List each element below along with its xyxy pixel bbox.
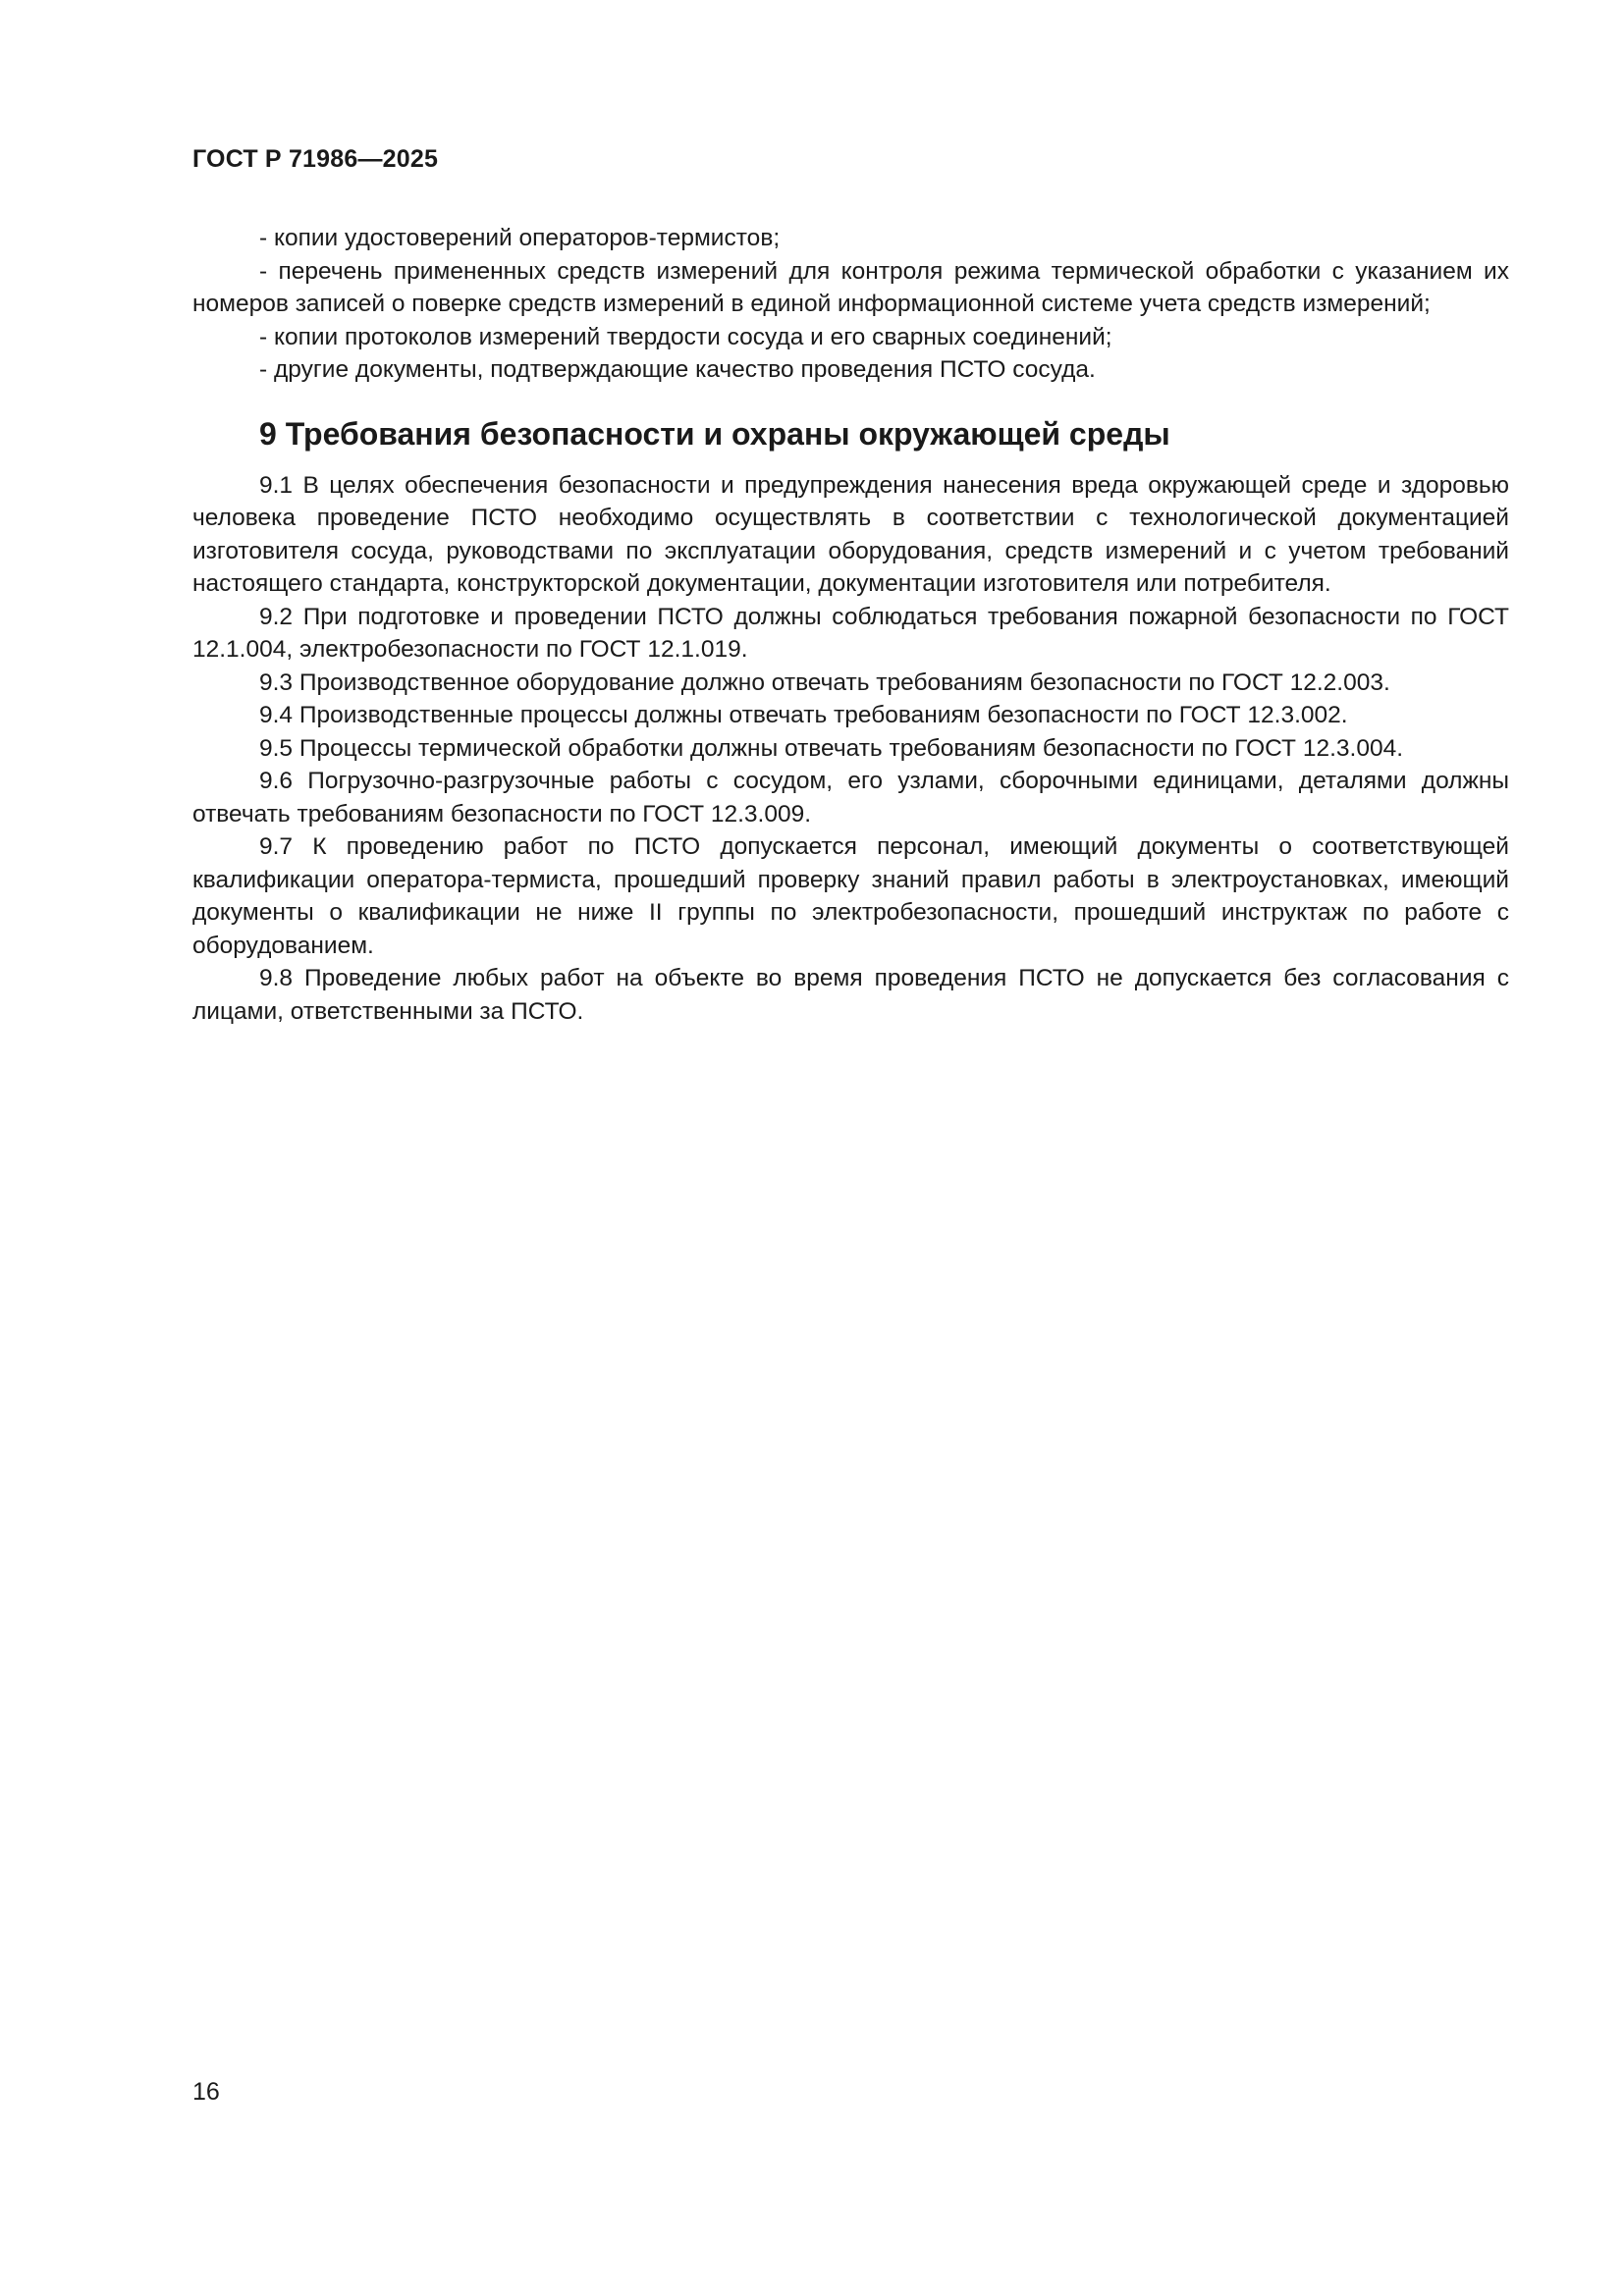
paragraph-9-2: 9.2 При подготовке и проведении ПСТО должны соблюдаться требования пожарной безопасности по ГОСТ 12.1.004, электробезопасности по ГОСТ 12.1.019. xyxy=(192,603,1509,663)
list-item: - другие документы, подтверждающие качество проведения ПСТО сосуда. xyxy=(259,356,1096,383)
paragraph-9-8: 9.8 Проведение любых работ на объекте во время проведения ПСТО не допускается без согласования с лицами, ответственными за ПСТО. xyxy=(192,965,1509,1025)
section-body xyxy=(192,469,1509,1029)
paragraph-9-6: 9.6 Погрузочно-разгрузочные работы с сосудом, его узлами, сборочными единицами, деталями должны отвечать требованиям безопасности по ГОСТ 12.3.009. xyxy=(192,768,1509,828)
paragraph-9-1: 9.1 В целях обеспечения безопасности и предупреждения нанесения вреда окружающей среде и здоровью человека проведение ПСТО необходимо осуществлять в соответствии с технологической документацией изготовителя сосуда, руководствами по эксплуатации оборудования, средств измерений и с учетом требований настоящего стандарта, конструкторской документации, документации изготовителя или потребителя. xyxy=(192,471,1509,597)
list-item: - перечень примененных средств измерений для контроля режима термической обработки с указанием их номеров записей о поверке средств измерений в единой информационной системе учета средств измерений; xyxy=(192,257,1509,317)
paragraph-9-5: 9.5 Процессы термической обработки должны отвечать требованиям безопасности по ГОСТ 12.3.004. xyxy=(259,734,1404,762)
paragraph-9-7: 9.7 К проведению работ по ПСТО допускается персонал, имеющий документы о соответствующей квалификации оператора-термиста, прошедший проверку знаний правил работы в электроустановках, имеющий документы о квалификации не ниже II группы по электробезопасности, прошедший инструктаж по работе с оборудованием. xyxy=(192,833,1509,959)
page-content xyxy=(192,222,1509,1028)
list-item: - копии удостоверений операторов-термистов; xyxy=(259,225,781,251)
list-item: - копии протоколов измерений твердости сосуда и его сварных соединений; xyxy=(259,323,1112,350)
paragraph-9-3: 9.3 Производственное оборудование должно отвечать требованиям безопасности по ГОСТ 12.2.003. xyxy=(259,668,1390,696)
section-heading: 9 Требования безопасности и охраны окружающей среды xyxy=(259,415,1170,452)
bullet-list xyxy=(192,222,1509,387)
paragraph-9-4: 9.4 Производственные процессы должны отвечать требованиям безопасности по ГОСТ 12.3.002. xyxy=(259,702,1348,728)
document-code-header: ГОСТ Р 71986—2025 xyxy=(192,145,439,173)
page-number: 16 xyxy=(192,2078,220,2106)
